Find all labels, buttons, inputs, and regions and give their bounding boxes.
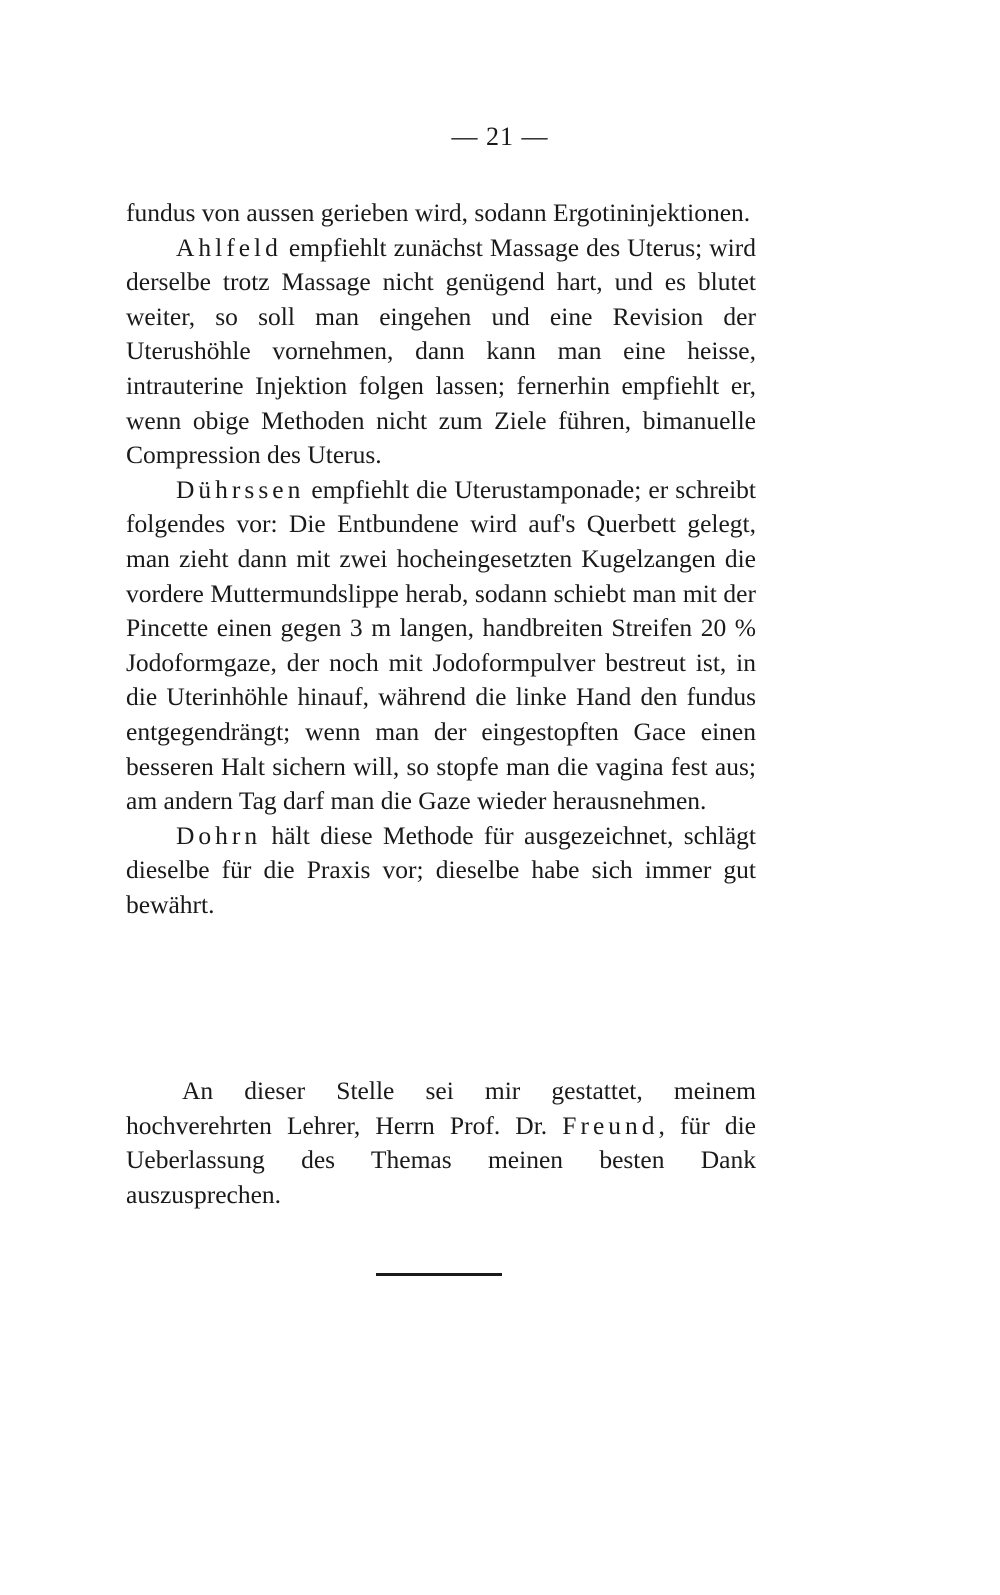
author-name-ahlfeld: Ahlfeld: [176, 232, 282, 262]
paragraph-duehrssen-text: empfiehlt die Uterustamponade; er schreibt folgendes vor: Die Entbundene wird auf's Querbett gelegt, man zieht dann mit zwei hocheingesetzten Kugelzangen die vordere Muttermundslippe herab, sodann schiebt man mit der Pincette einen gegen 3 m langen, handbreiten Streifen 20 % Jodoformgaze, der noch mit Jodoformpulver bestreut ist, in die Uterinhöhle hinauf, während die linke Hand den fundus entgegendrängt; wenn man der eingestopften Gace einen besseren Halt sichern will, so stopfe man die vagina fest aus; am andern Tag darf man die Gaze wieder herausnehmen.: [126, 474, 756, 816]
paragraph-ahlfeld: [126, 231, 756, 473]
paragraph-ahlfeld-text: empfiehlt zunächst Massage des Uterus; wird derselbe trotz Massage nicht genügend hart, und es blutet weiter, so soll man eingehen und eine Revision der Uterushöhle vornehmen, dann kann man eine heisse, intrauterine Injektion folgen lassen; fernerhin empfiehlt er, wenn obige Methoden nicht zum Ziele führen, bimanuelle Compression des Uterus.: [126, 232, 756, 470]
author-name-duehrssen: Dührssen: [176, 474, 305, 504]
acknowledgement-before: An dieser Stelle sei mir gestattet, meinem hochverehrten Lehrer, Herrn Prof. Dr.: [126, 1076, 756, 1140]
paragraph-continuation: fundus von aussen gerieben wird, sodann Ergotininjektionen.: [126, 198, 751, 227]
acknowledgement-after: , für die Ueberlassung des Themas meinen besten Dank auszusprechen.: [126, 1110, 756, 1209]
page-number: — 21 —: [451, 122, 549, 151]
closing-rule: [376, 1273, 502, 1276]
body-text: [126, 196, 756, 922]
acknowledgement-paragraph: [126, 1074, 756, 1212]
paragraph-dohrn: [126, 819, 756, 923]
paragraph-duehrssen: [126, 473, 756, 819]
acknowledgement-name: Freund: [562, 1110, 659, 1140]
author-name-dohrn: Dohrn: [176, 820, 262, 850]
paragraph-dohrn-text: hält diese Methode für ausgezeichnet, schlägt dieselbe für die Praxis vor; dieselbe habe sich immer gut bewährt.: [126, 820, 756, 919]
